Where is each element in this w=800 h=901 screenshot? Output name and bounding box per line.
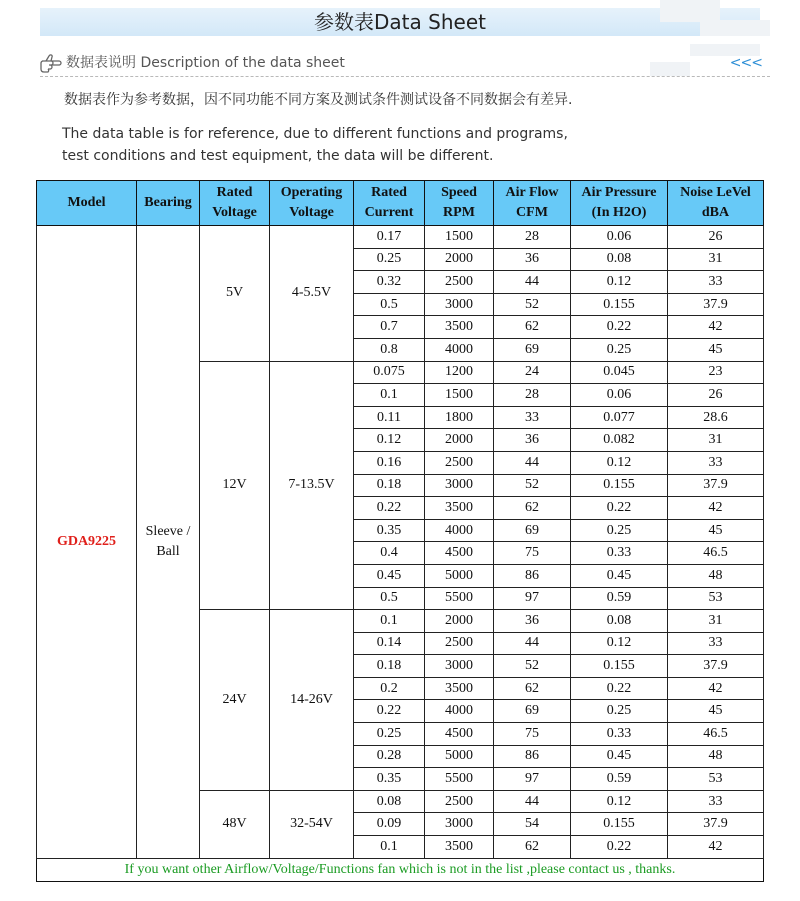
speed-cell: 1200 [425, 361, 494, 384]
rated-current-cell: 0.2 [354, 677, 425, 700]
air-pressure-cell: 0.12 [571, 632, 668, 655]
air-flow-cell: 44 [494, 451, 571, 474]
rated-current-cell: 0.5 [354, 587, 425, 610]
table-row [37, 226, 764, 249]
speed-cell: 4000 [425, 519, 494, 542]
air-flow-cell: 36 [494, 429, 571, 452]
speed-cell: 3500 [425, 677, 494, 700]
page-title: 参数表Data Sheet [314, 10, 486, 34]
rated-current-cell: 0.16 [354, 451, 425, 474]
column-header [37, 181, 137, 226]
noise-level-cell: 46.5 [668, 542, 764, 565]
intro-chinese: 数据表作为参考数据，因不同功能不同方案及测试条件测试设备不同数据会有差异. [64, 92, 573, 108]
air-pressure-cell: 0.33 [571, 723, 668, 746]
air-flow-cell: 69 [494, 519, 571, 542]
noise-level-cell: 28.6 [668, 406, 764, 429]
speed-cell: 4000 [425, 700, 494, 723]
air-pressure-cell: 0.045 [571, 361, 668, 384]
column-header-line: Model [67, 195, 106, 210]
speed-cell: 5000 [425, 745, 494, 768]
air-pressure-cell: 0.155 [571, 293, 668, 316]
noise-level-cell: 42 [668, 836, 764, 859]
column-header [571, 181, 668, 226]
speed-cell: 3500 [425, 497, 494, 520]
air-pressure-cell: 0.22 [571, 497, 668, 520]
column-header-line: Voltage [212, 205, 257, 220]
air-flow-cell: 36 [494, 610, 571, 633]
column-header-line: Operating [280, 185, 343, 200]
operating-voltage-cell: 32-54V [270, 790, 354, 858]
data-sheet-table [36, 180, 764, 882]
air-flow-cell: 86 [494, 564, 571, 587]
rated-current-cell: 0.8 [354, 338, 425, 361]
column-header [354, 181, 425, 226]
air-pressure-cell: 0.08 [571, 248, 668, 271]
rated-current-cell: 0.12 [354, 429, 425, 452]
noise-level-cell: 42 [668, 316, 764, 339]
air-pressure-cell: 0.22 [571, 316, 668, 339]
speed-cell: 2500 [425, 451, 494, 474]
column-header-line: Voltage [289, 205, 334, 220]
speed-cell: 2500 [425, 790, 494, 813]
noise-level-cell: 37.9 [668, 813, 764, 836]
air-pressure-cell: 0.12 [571, 271, 668, 294]
rated-voltage-cell: 48V [200, 790, 270, 858]
noise-level-cell: 42 [668, 497, 764, 520]
air-flow-cell: 75 [494, 542, 571, 565]
air-pressure-cell: 0.25 [571, 338, 668, 361]
rated-current-cell: 0.1 [354, 610, 425, 633]
noise-level-cell: 37.9 [668, 655, 764, 678]
column-header-line: RPM [443, 205, 475, 220]
air-flow-cell: 52 [494, 293, 571, 316]
footer-row [37, 858, 764, 881]
column-header-line: Rated [371, 185, 407, 200]
air-pressure-cell: 0.22 [571, 677, 668, 700]
air-pressure-cell: 0.155 [571, 813, 668, 836]
air-flow-cell: 62 [494, 677, 571, 700]
column-header-line: Air Flow [505, 185, 559, 200]
column-header-line: CFM [516, 205, 548, 220]
noise-level-cell: 45 [668, 700, 764, 723]
section-header [40, 50, 770, 78]
speed-cell: 5500 [425, 587, 494, 610]
speed-cell: 5000 [425, 564, 494, 587]
rated-current-cell: 0.17 [354, 226, 425, 249]
air-pressure-cell: 0.33 [571, 542, 668, 565]
section-subtitle: 数据表说明 Description of the data sheet [66, 55, 345, 71]
rated-current-cell: 0.25 [354, 723, 425, 746]
air-flow-cell: 44 [494, 790, 571, 813]
rated-current-cell: 0.08 [354, 790, 425, 813]
noise-level-cell: 45 [668, 519, 764, 542]
air-pressure-cell: 0.155 [571, 655, 668, 678]
air-flow-cell: 52 [494, 474, 571, 497]
model-cell: GDA9225 [37, 226, 137, 859]
air-flow-cell: 62 [494, 497, 571, 520]
bearing-line: Ball [156, 543, 180, 559]
noise-level-cell: 33 [668, 790, 764, 813]
rated-voltage-cell: 5V [200, 226, 270, 362]
air-flow-cell: 69 [494, 338, 571, 361]
air-flow-cell: 86 [494, 745, 571, 768]
rated-voltage-cell: 24V [200, 610, 270, 791]
speed-cell: 2000 [425, 610, 494, 633]
air-flow-cell: 28 [494, 384, 571, 407]
noise-level-cell: 33 [668, 451, 764, 474]
speed-cell: 3000 [425, 655, 494, 678]
arrows-icon: <<< [729, 55, 762, 71]
air-pressure-cell: 0.155 [571, 474, 668, 497]
air-flow-cell: 62 [494, 836, 571, 859]
bearing-line: Sleeve / [145, 523, 191, 539]
operating-voltage-cell: 4-5.5V [270, 226, 354, 362]
column-header-line: Current [364, 205, 414, 220]
rated-current-cell: 0.4 [354, 542, 425, 565]
air-pressure-cell: 0.082 [571, 429, 668, 452]
air-flow-cell: 44 [494, 632, 571, 655]
rated-current-cell: 0.1 [354, 384, 425, 407]
rated-current-cell: 0.09 [354, 813, 425, 836]
air-flow-cell: 28 [494, 226, 571, 249]
footer-note: If you want other Airflow/Voltage/Functions fan which is not in the list ,please contact us , thanks. [37, 858, 764, 881]
air-flow-cell: 97 [494, 587, 571, 610]
column-header-line: Air Pressure [581, 185, 657, 200]
noise-level-cell: 31 [668, 248, 764, 271]
rated-current-cell: 0.18 [354, 474, 425, 497]
column-header [137, 181, 200, 226]
noise-level-cell: 33 [668, 632, 764, 655]
air-flow-cell: 52 [494, 655, 571, 678]
speed-cell: 3500 [425, 316, 494, 339]
speed-cell: 2500 [425, 271, 494, 294]
dashed-divider [40, 76, 770, 77]
speed-cell: 4500 [425, 723, 494, 746]
speed-cell: 3000 [425, 813, 494, 836]
rated-voltage-cell: 12V [200, 361, 270, 610]
rated-current-cell: 0.22 [354, 497, 425, 520]
noise-level-cell: 26 [668, 226, 764, 249]
rated-current-cell: 0.14 [354, 632, 425, 655]
noise-level-cell: 31 [668, 429, 764, 452]
noise-level-cell: 31 [668, 610, 764, 633]
air-flow-cell: 54 [494, 813, 571, 836]
noise-level-cell: 42 [668, 677, 764, 700]
rated-current-cell: 0.45 [354, 564, 425, 587]
rated-current-cell: 0.11 [354, 406, 425, 429]
air-pressure-cell: 0.22 [571, 836, 668, 859]
speed-cell: 1500 [425, 226, 494, 249]
speed-cell: 3000 [425, 293, 494, 316]
air-pressure-cell: 0.25 [571, 700, 668, 723]
speed-cell: 1500 [425, 384, 494, 407]
table-header-row [37, 181, 764, 226]
column-header-line: (In H2O) [591, 205, 647, 220]
air-pressure-cell: 0.12 [571, 451, 668, 474]
operating-voltage-cell: 7-13.5V [270, 361, 354, 610]
noise-level-cell: 53 [668, 587, 764, 610]
speed-cell: 4500 [425, 542, 494, 565]
rated-current-cell: 0.5 [354, 293, 425, 316]
rated-current-cell: 0.35 [354, 519, 425, 542]
air-flow-cell: 36 [494, 248, 571, 271]
column-header [425, 181, 494, 226]
column-header [270, 181, 354, 226]
speed-cell: 3000 [425, 474, 494, 497]
air-pressure-cell: 0.06 [571, 384, 668, 407]
air-pressure-cell: 0.25 [571, 519, 668, 542]
air-flow-cell: 44 [494, 271, 571, 294]
noise-level-cell: 48 [668, 745, 764, 768]
noise-level-cell: 48 [668, 564, 764, 587]
air-pressure-cell: 0.45 [571, 564, 668, 587]
rated-current-cell: 0.075 [354, 361, 425, 384]
noise-level-cell: 53 [668, 768, 764, 791]
air-pressure-cell: 0.59 [571, 587, 668, 610]
operating-voltage-cell: 14-26V [270, 610, 354, 791]
rated-current-cell: 0.32 [354, 271, 425, 294]
air-flow-cell: 24 [494, 361, 571, 384]
rated-current-cell: 0.7 [354, 316, 425, 339]
column-header [668, 181, 764, 226]
air-pressure-cell: 0.45 [571, 745, 668, 768]
column-header [494, 181, 571, 226]
speed-cell: 1800 [425, 406, 494, 429]
column-header-line: Bearing [144, 195, 192, 210]
air-pressure-cell: 0.12 [571, 790, 668, 813]
speed-cell: 5500 [425, 768, 494, 791]
air-flow-cell: 33 [494, 406, 571, 429]
air-pressure-cell: 0.08 [571, 610, 668, 633]
column-header-line: dBA [701, 205, 730, 220]
rated-current-cell: 0.35 [354, 768, 425, 791]
column-header [200, 181, 270, 226]
air-flow-cell: 75 [494, 723, 571, 746]
noise-level-cell: 33 [668, 271, 764, 294]
air-pressure-cell: 0.06 [571, 226, 668, 249]
noise-level-cell: 45 [668, 338, 764, 361]
air-flow-cell: 69 [494, 700, 571, 723]
intro-english-line: The data table is for reference, due to different functions and programs, [62, 126, 568, 142]
air-flow-cell: 97 [494, 768, 571, 791]
noise-level-cell: 23 [668, 361, 764, 384]
air-flow-cell: 62 [494, 316, 571, 339]
intro-english [62, 123, 682, 167]
bearing-cell [137, 226, 200, 859]
column-header-line: Speed [441, 185, 477, 200]
rated-current-cell: 0.22 [354, 700, 425, 723]
intro-english-line: test conditions and test equipment, the data will be different. [62, 148, 494, 164]
speed-cell: 2000 [425, 248, 494, 271]
column-header-line: Rated [216, 185, 253, 200]
rated-current-cell: 0.25 [354, 248, 425, 271]
noise-level-cell: 26 [668, 384, 764, 407]
noise-level-cell: 46.5 [668, 723, 764, 746]
speed-cell: 2000 [425, 429, 494, 452]
air-pressure-cell: 0.077 [571, 406, 668, 429]
pointing-hand-icon [40, 52, 62, 74]
rated-current-cell: 0.18 [354, 655, 425, 678]
rated-current-cell: 0.1 [354, 836, 425, 859]
noise-level-cell: 37.9 [668, 474, 764, 497]
speed-cell: 3500 [425, 836, 494, 859]
column-header-line: Noise LeVel [680, 185, 751, 200]
speed-cell: 2500 [425, 632, 494, 655]
rated-current-cell: 0.28 [354, 745, 425, 768]
speed-cell: 4000 [425, 338, 494, 361]
air-pressure-cell: 0.59 [571, 768, 668, 791]
noise-level-cell: 37.9 [668, 293, 764, 316]
